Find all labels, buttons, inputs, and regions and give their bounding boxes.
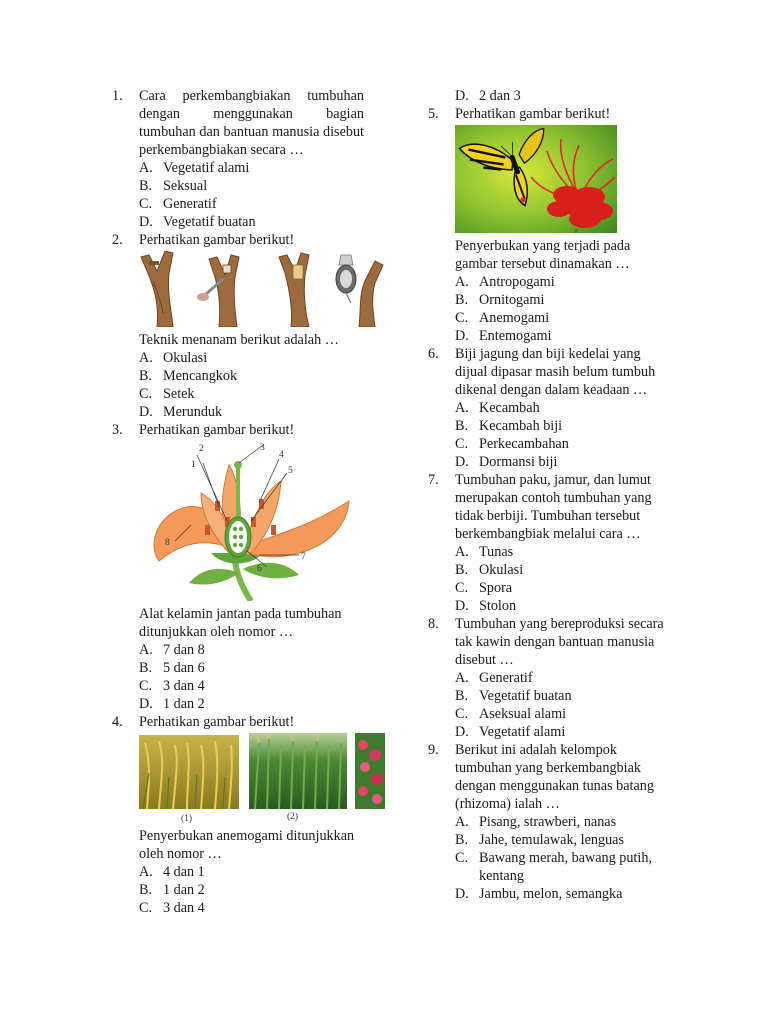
option-a[interactable] <box>455 669 674 687</box>
flower-diagram <box>139 441 359 601</box>
question-number: 7. <box>428 472 439 488</box>
diagram-label: 4 <box>279 450 284 460</box>
option-text: Generatif <box>163 196 217 212</box>
option-text: Bawang merah, bawang putih, kentang <box>479 850 652 884</box>
option-d[interactable] <box>455 453 674 471</box>
option-text: Dormansi biji <box>479 454 558 470</box>
option-letter: C. <box>455 580 469 596</box>
option-d[interactable] <box>455 87 674 105</box>
option-d[interactable] <box>139 403 364 421</box>
option-d[interactable] <box>455 327 674 345</box>
option-text: Kecambah <box>479 400 540 416</box>
question-9 <box>428 741 674 903</box>
option-c[interactable] <box>455 849 674 885</box>
option-text: Spora <box>479 580 513 596</box>
option-letter: B. <box>455 418 469 434</box>
question-number: 6. <box>428 346 439 362</box>
question-number: 2. <box>112 232 123 248</box>
diagram-label: 7 <box>301 552 306 562</box>
option-letter: D. <box>139 696 153 712</box>
option-letter: D. <box>455 88 469 104</box>
option-letter: B. <box>139 178 153 194</box>
option-text: Seksual <box>163 178 208 194</box>
diagram-label: 3 <box>260 443 265 453</box>
option-text: 5 dan 6 <box>163 660 205 676</box>
option-b[interactable] <box>455 417 674 435</box>
option-text: Merunduk <box>163 404 223 420</box>
option-letter: A. <box>139 642 153 658</box>
option-text: Vegetatif buatan <box>163 214 256 230</box>
option-letter: D. <box>455 328 469 344</box>
option-text: Jahe, temulawak, lenguas <box>479 832 624 848</box>
option-letter: D. <box>455 724 469 740</box>
option-c[interactable] <box>139 195 364 213</box>
option-text: 4 dan 1 <box>163 864 205 880</box>
option-text: Generatif <box>479 670 533 686</box>
question-stem: Tumbuhan yang bereproduksi secara tak kawin dengan bantuan manusia disebut … <box>455 616 664 668</box>
question-stem: Tumbuhan paku, jamur, dan lumut merupakan contoh tumbuhan yang tidak berbiji. Tumbuhan tersebut berkembangbiak melalui cara … <box>455 472 652 542</box>
option-a[interactable] <box>455 543 674 561</box>
diagram-label: 6 <box>257 564 262 574</box>
question-2 <box>112 231 364 421</box>
option-letter: D. <box>139 214 153 230</box>
option-text: Setek <box>163 386 195 402</box>
option-letter: B. <box>139 368 153 384</box>
option-letter: A. <box>455 400 469 416</box>
question-stem: Perhatikan gambar berikut! <box>139 714 295 730</box>
question-number: 1. <box>112 88 123 104</box>
photo-caption-2: (2) <box>287 812 299 822</box>
question-number: 4. <box>112 714 123 730</box>
option-c[interactable] <box>139 899 364 917</box>
option-letter: A. <box>139 350 153 366</box>
option-d[interactable] <box>455 885 674 903</box>
option-c[interactable] <box>455 435 674 453</box>
option-c[interactable] <box>139 677 364 695</box>
option-letter: C. <box>455 850 469 866</box>
option-b[interactable] <box>139 881 364 899</box>
option-letter: C. <box>455 706 469 722</box>
option-a[interactable] <box>455 399 674 417</box>
option-text: Vegetatif alami <box>163 160 250 176</box>
diagram-label: 2 <box>199 444 204 454</box>
option-text: Kecambah biji <box>479 418 563 434</box>
option-b[interactable] <box>139 177 364 195</box>
option-text: Anemogami <box>479 310 550 326</box>
option-text: Perkecambahan <box>479 436 569 452</box>
option-letter: D. <box>455 454 469 470</box>
question-prompt: Penyerbukan anemogami ditunjukkan oleh nomor … <box>139 828 355 862</box>
question-stem: Perhatikan gambar berikut! <box>455 106 611 122</box>
grafting-illustration <box>139 251 385 327</box>
option-text: 2 dan 3 <box>479 88 521 104</box>
question-number: 5. <box>428 106 439 122</box>
option-d[interactable] <box>455 597 674 615</box>
option-text: Jambu, melon, semangka <box>479 886 623 902</box>
option-text: Tunas <box>479 544 514 560</box>
right-column <box>428 87 674 903</box>
question-stem: Berikut ini adalah kelompok tumbuhan yang berkembangbiak dengan menggunakan tunas batang (rhizoma) ialah … <box>455 742 654 812</box>
question-number: 9. <box>428 742 439 758</box>
question-stem: Perhatikan gambar berikut! <box>139 422 295 438</box>
option-text: 3 dan 4 <box>163 678 205 694</box>
option-letter: C. <box>139 196 153 212</box>
question-prompt: Alat kelamin jantan pada tumbuhan ditunjukkan oleh nomor … <box>139 606 342 640</box>
option-text: 1 dan 2 <box>163 882 205 898</box>
option-text: Pisang, strawberi, nanas <box>479 814 617 830</box>
option-c[interactable] <box>455 579 674 597</box>
option-c[interactable] <box>139 385 364 403</box>
option-letter: C. <box>139 678 153 694</box>
option-b[interactable] <box>455 561 674 579</box>
question-1 <box>112 87 364 231</box>
question-8 <box>428 615 674 741</box>
option-letter: C. <box>455 310 469 326</box>
option-letter: D. <box>455 598 469 614</box>
option-a[interactable] <box>139 349 364 367</box>
diagram-label: 1 <box>191 460 196 470</box>
option-letter: B. <box>455 688 469 704</box>
option-b[interactable] <box>139 659 364 677</box>
option-letter: A. <box>455 544 469 560</box>
diagram-label: 5 <box>288 466 293 476</box>
question-7 <box>428 471 674 615</box>
option-c[interactable] <box>455 309 674 327</box>
option-d[interactable] <box>139 213 364 231</box>
option-letter: D. <box>139 404 153 420</box>
option-text: 1 dan 2 <box>163 696 205 712</box>
question-stem: Cara perkembangbiakan tumbuhan dengan menggunakan bagian tumbuhan dan bantuan manusia disebut perkembangbiakan secara … <box>139 88 364 158</box>
option-letter: B. <box>139 882 153 898</box>
option-letter: B. <box>139 660 153 676</box>
option-a[interactable] <box>455 273 674 291</box>
option-letter: A. <box>455 274 469 290</box>
option-letter: B. <box>455 562 469 578</box>
option-a[interactable] <box>139 641 364 659</box>
option-letter: B. <box>455 832 469 848</box>
option-text: Entemogami <box>479 328 552 344</box>
question-3 <box>112 421 364 713</box>
diagram-label: 8 <box>165 538 170 548</box>
option-text: Aseksual alami <box>479 706 567 722</box>
option-text: Okulasi <box>479 562 524 578</box>
pollination-photos <box>139 733 385 823</box>
option-text: Ornitogami <box>479 292 545 308</box>
question-stem: Biji jagung dan biji kedelai yang dijual dipasar masih belum tumbuh dikenal dengan dalam keadaan … <box>455 346 656 398</box>
option-letter: A. <box>139 160 153 176</box>
question-5 <box>428 105 674 345</box>
option-text: Vegetatif alami <box>479 724 566 740</box>
option-letter: D. <box>455 886 469 902</box>
option-letter: A. <box>455 814 469 830</box>
option-letter: A. <box>139 864 153 880</box>
question-prompt: Penyerbukan yang terjadi pada gambar tersebut dinamakan … <box>455 238 631 272</box>
option-b[interactable] <box>139 367 364 385</box>
option-a[interactable] <box>455 813 674 831</box>
question-prompt: Teknik menanam berikut adalah … <box>139 332 339 348</box>
photo-caption-1: (1) <box>181 814 193 823</box>
option-a[interactable] <box>139 159 364 177</box>
option-d[interactable] <box>455 723 674 741</box>
question-number: 3. <box>112 422 123 438</box>
option-letter: B. <box>455 292 469 308</box>
option-text: Antropogami <box>479 274 555 290</box>
option-text: Okulasi <box>163 350 208 366</box>
question-number: 8. <box>428 616 439 632</box>
option-b[interactable] <box>455 831 674 849</box>
option-b[interactable] <box>455 687 674 705</box>
option-letter: C. <box>455 436 469 452</box>
question-stem: Perhatikan gambar berikut! <box>139 232 295 248</box>
option-letter: C. <box>139 900 153 916</box>
option-text: Mencangkok <box>163 368 238 384</box>
option-text: 3 dan 4 <box>163 900 205 916</box>
option-text: 7 dan 8 <box>163 642 205 658</box>
option-b[interactable] <box>455 291 674 309</box>
option-letter: A. <box>455 670 469 686</box>
option-c[interactable] <box>455 705 674 723</box>
question-4-continued <box>428 87 674 105</box>
option-text: Vegetatif buatan <box>479 688 572 704</box>
option-text: Stolon <box>479 598 517 614</box>
question-6 <box>428 345 674 471</box>
left-column <box>112 87 364 917</box>
option-letter: C. <box>139 386 153 402</box>
option-d[interactable] <box>139 695 364 713</box>
question-4 <box>112 713 364 917</box>
butterfly-flower-photo <box>455 125 617 233</box>
option-a[interactable] <box>139 863 364 881</box>
